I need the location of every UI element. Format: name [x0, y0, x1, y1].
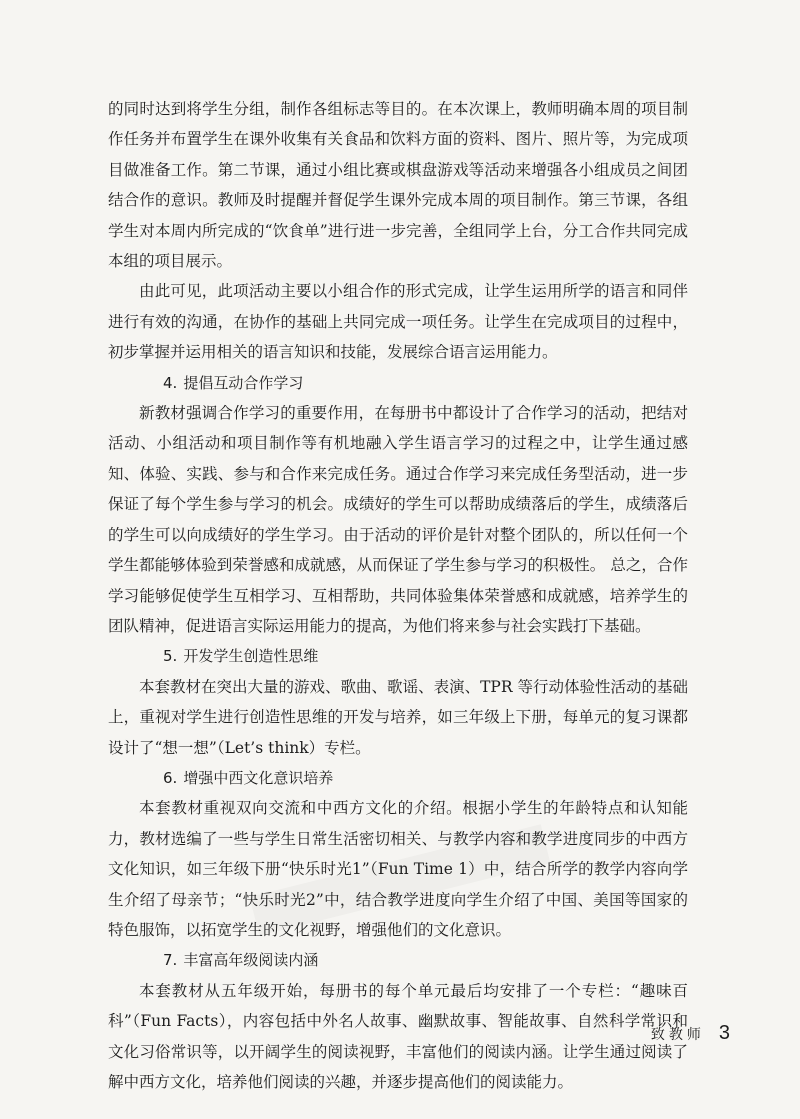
section-number: 7.	[163, 951, 178, 970]
section-heading-7	[100, 945, 688, 975]
section-paragraph-4: 新教材强调合作学习的重要作用，在每册书中都设计了合作学习的活动，把结对活动、小组活动和项目制作等有机地融入学生语言学习的过程之中，让学生通过感知、体验、实践、参与和合作来完成任务。通过合作学习来完成任务型活动，进一步保证了每个学生参与学习的机会。成绩好的学生可以帮助成绩落后的学生，成绩落后的学生可以向成绩好的学生学习。由于活动的评价是针对整个团队的，所以任何一个学生都能够体验到荣誉感和成就感，从而保证了学生参与学习的积极性。 总之，合作学习能够促使学生互相学习、互相帮助，共同体验集体荣誉感和成就感，培养学生的团队精神，促进语言实际运用能力的提高，为他们将来参与社会实践打下基础。	[108, 404, 688, 635]
footer-label: 致教师	[650, 1027, 705, 1043]
section-title: 增强中西文化意识培养	[183, 768, 334, 787]
section-number: 5.	[163, 647, 178, 666]
section-heading-6	[100, 763, 688, 793]
section-title: 开发学生创造性思维	[183, 647, 319, 666]
section-number: 4.	[163, 373, 178, 392]
body-text	[108, 94, 688, 1097]
paragraph-continued: 的同时达到将学生分组，制作各组标志等目的。在本次课上，教师明确本周的项目制作任务并布置学生在课外收集有关食品和饮料方面的资料、图片、照片等，为完成项目做准备工作。第二节课，通过小组比赛或棋盘游戏等活动来增强各小组成员之间团结合作的意识。教师及时提醒并督促学生课外完成本周的项目制作。第三节课，各组学生对本周内所完成的“饮食单”进行进一步完善，全组同学上台，分工合作共同完成本组的项目展示。	[108, 100, 688, 271]
section-heading-4	[100, 368, 688, 398]
page-number: 3	[718, 1022, 730, 1044]
section-title: 提倡互动合作学习	[183, 373, 304, 392]
section-paragraph-7: 本套教材从五年级开始，每册书的每个单元最后均安排了一个专栏：“趣味百科”（Fun Facts），内容包括中外名人故事、幽默故事、智能故事、自然科学常识和文化习俗常识等，以开阔学生的阅读视野，丰富他们的阅读内涵。让学生通过阅读了解中西方文化，培养他们阅读的兴趣，并逐步提高他们的阅读能力。	[108, 981, 688, 1091]
section-paragraph-5: 本套教材在突出大量的游戏、歌曲、歌谣、表演、TPR 等行动体验性活动的基础上，重视对学生进行创造性思维的开发与培养，如三年级上下册，每单元的复习课都设计了“想一想”（Let’s think）专栏。	[108, 677, 688, 757]
section-number: 6.	[163, 768, 178, 787]
page-footer	[600, 1022, 730, 1045]
section-heading-5	[100, 641, 688, 671]
section-paragraph-6: 本套教材重视双向交流和中西方文化的介绍。根据小学生的年龄特点和认知能力，教材选编了一些与学生日常生活密切相关、与教学内容和教学进度同步的中西方文化知识，如三年级下册“快乐时光1”（Fun Time 1）中，结合所学的教学内容向学生介绍了母亲节；“快乐时光2”中，结合教学进度向学生介绍了中国、美国等国家的特色服饰，以拓宽学生的文化视野，增强他们的文化意识。	[108, 799, 688, 939]
section-title: 丰富高年级阅读内涵	[183, 951, 319, 970]
paragraph-summary: 由此可见，此项活动主要以小组合作的形式完成，让学生运用所学的语言和同伴进行有效的沟通，在协作的基础上共同完成一项任务。让学生在完成项目的过程中，初步掌握并运用相关的语言知识和技能，发展综合语言运用能力。	[108, 282, 688, 362]
